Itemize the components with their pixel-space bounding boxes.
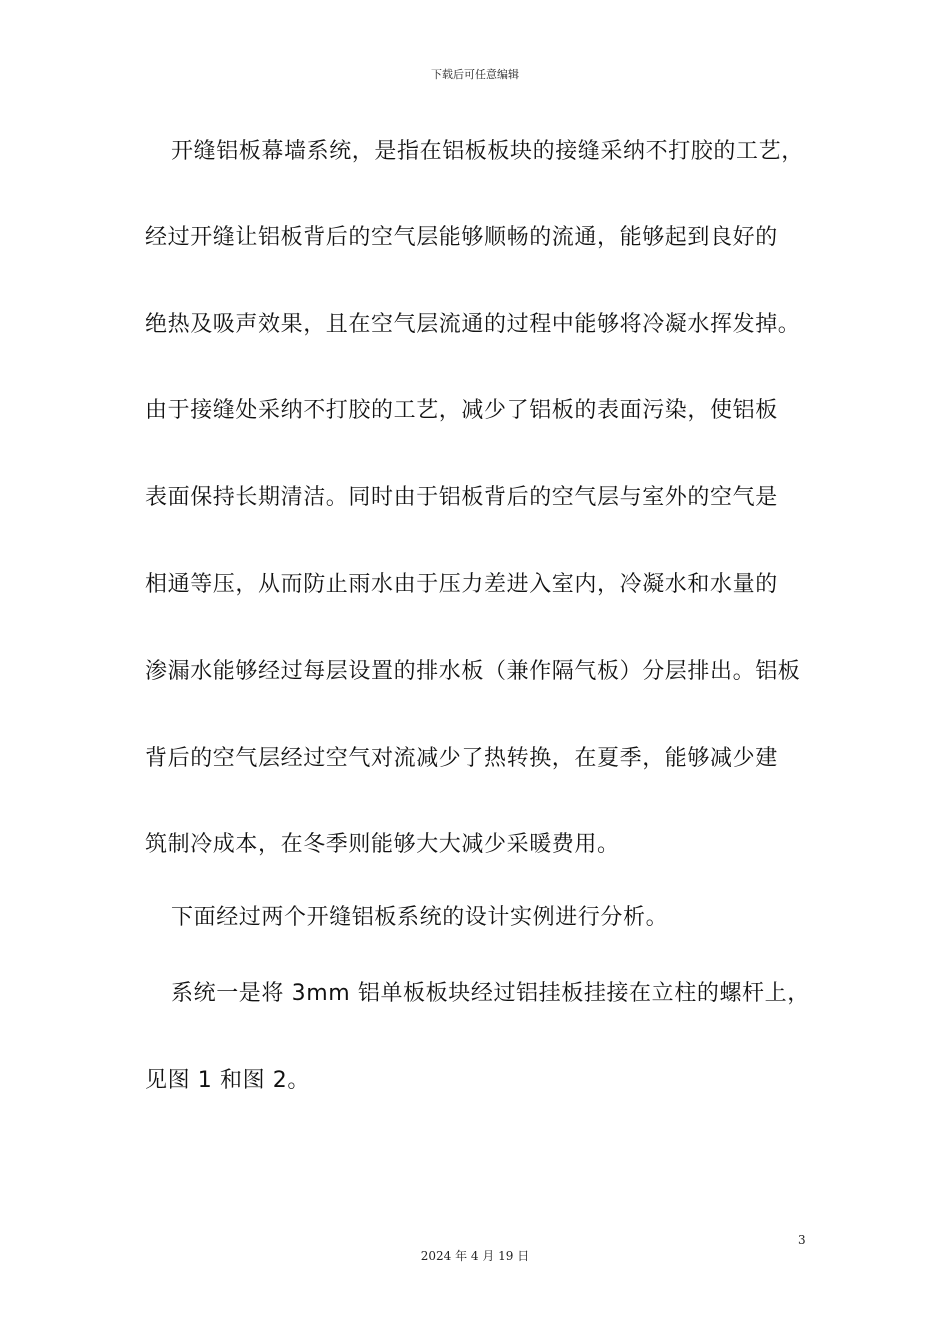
- text-line: 背后的空气层经过空气对流减少了热转换，在夏季，能够减少建: [145, 746, 778, 771]
- footer-date: 2024 年 4 月 19 日: [420, 1249, 530, 1263]
- text-line: 绝热及吸声效果，且在空气层流通的过程中能够将冷凝水挥发掉。: [145, 312, 801, 337]
- text-line: 经过开缝让铝板背后的空气层能够顺畅的流通，能够起到良好的: [145, 225, 778, 250]
- text-line: 开缝铝板幕墙系统，是指在铝板板块的接缝采纳不打胶的工艺，: [171, 139, 804, 164]
- text-line: 下面经过两个开缝铝板系统的设计实例进行分析。: [171, 905, 669, 930]
- text-line: 表面保持长期清洁。同时由于铝板背后的空气层与室外的空气是: [145, 485, 778, 510]
- text-line: 由于接缝处采纳不打胶的工艺，减少了铝板的表面污染，使铝板: [145, 398, 778, 423]
- text-line: 见图 1 和图 2。: [145, 1068, 310, 1093]
- page-number: 3: [798, 1233, 806, 1247]
- text-line: 系统一是将 3mm 铝单板板块经过铝挂板挂接在立柱的螺杆上，: [171, 981, 810, 1006]
- text-line: 筑制冷成本，在冬季则能够大大减少采暖费用。: [145, 832, 620, 857]
- text-line: 相通等压，从而防止雨水由于压力差进入室内，冷凝水和水量的: [145, 572, 778, 597]
- page-header: 下载后可任意编辑: [431, 68, 519, 81]
- text-line: 渗漏水能够经过每层设置的排水板（兼作隔气板）分层排出。铝板: [145, 659, 801, 684]
